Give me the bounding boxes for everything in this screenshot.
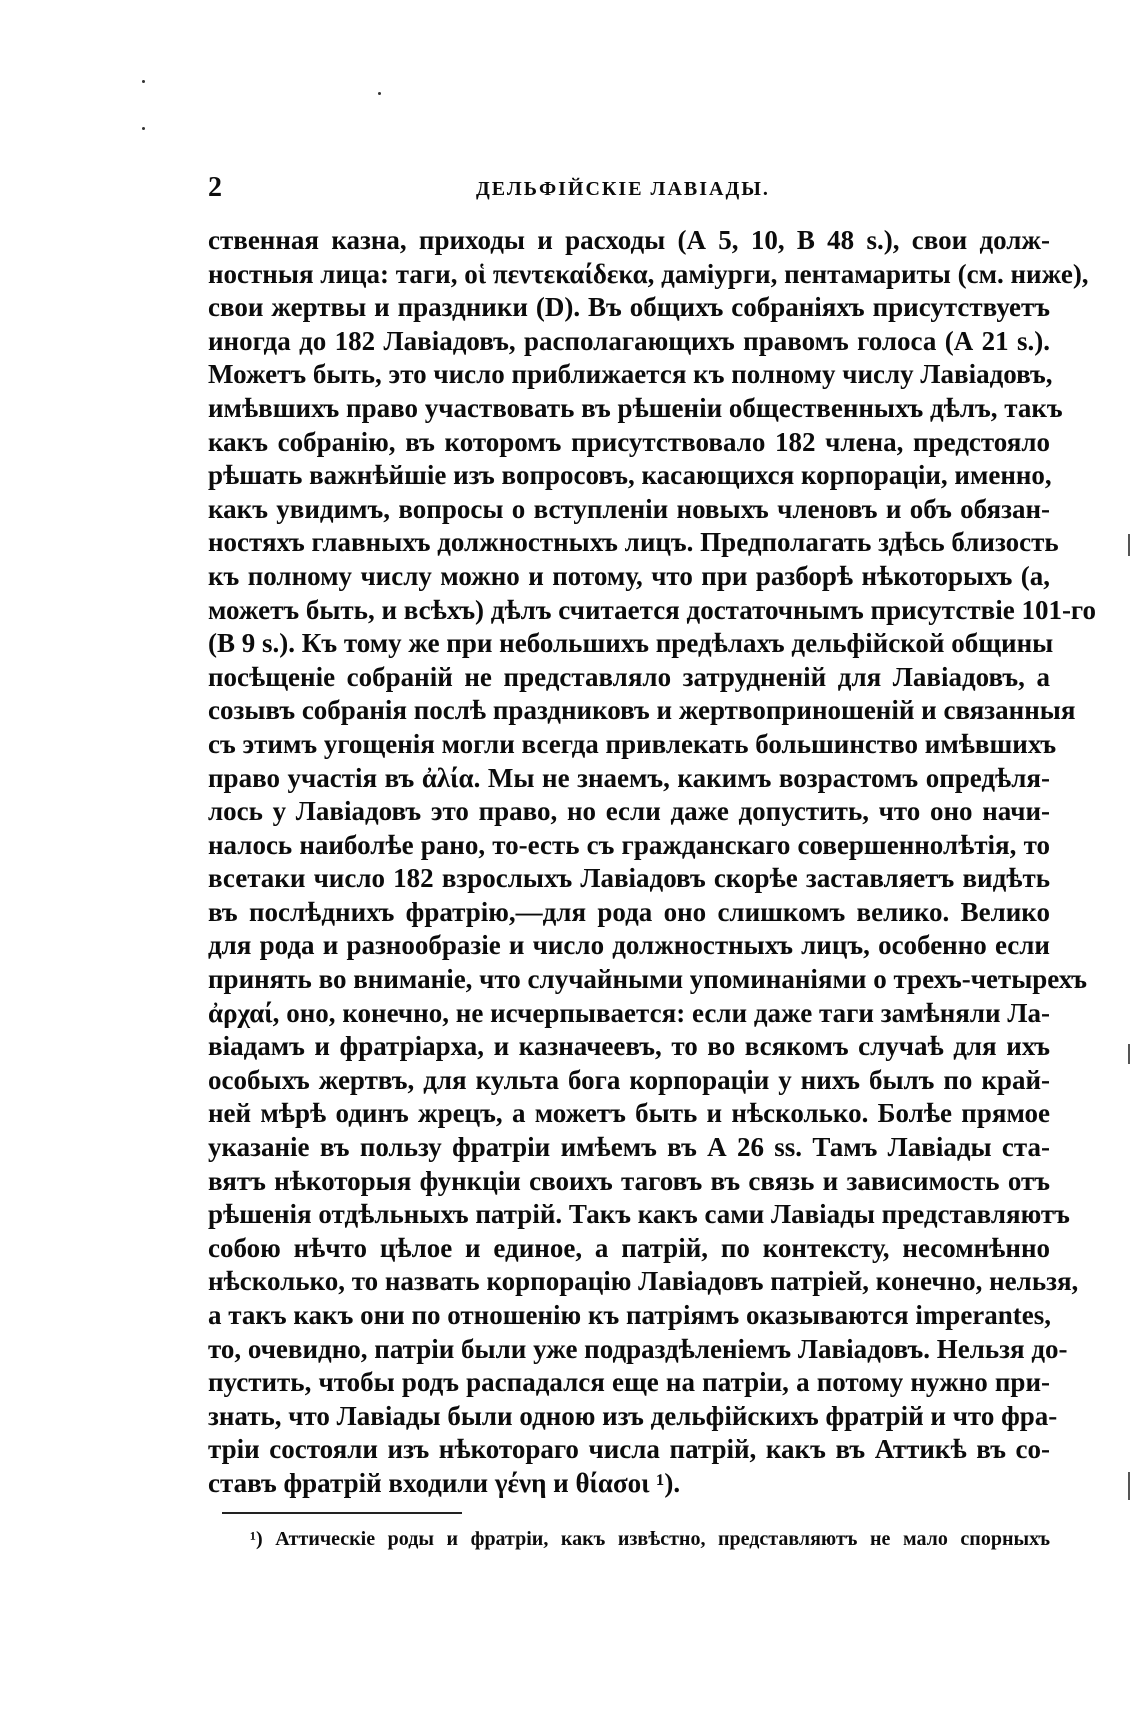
text-line: ностяхъ главныхъ должностныхъ лицъ. Предполагать здѣсь близость [208, 527, 1059, 558]
text-line: собою нѣчто цѣлое и единое, а патрій, по контексту, несомнѣнно [208, 1232, 1050, 1263]
text-line: Можетъ быть, это число приближается къ полному числу Лавіадовъ, [208, 359, 1053, 390]
margin-mark [1128, 1044, 1130, 1064]
text-line: принять во вниманіе, что случайными упоминаніями о трехъ-четырехъ [208, 964, 1087, 995]
text-line: лось у Лавіадовъ это право, но если даже допустить, что оно начи- [208, 796, 1050, 827]
text-line: какъ собранію, въ которомъ присутствовало 182 члена, предстояло [208, 426, 1050, 457]
running-title: ДЕЛЬФІЙСКІЕ ЛАВІАДЫ. [476, 178, 770, 200]
text-line: особыхъ жертвъ, для культа бога корпораціи у нихъ былъ по край- [208, 1064, 1050, 1095]
text-line: рѣшать важнѣйшіе изъ вопросовъ, касающихся корпораціи, именно, [208, 460, 1052, 491]
text-line: ней мѣрѣ одинъ жрецъ, а можетъ быть и нѣсколько. Болѣе прямое [208, 1098, 1050, 1129]
text-line: созывъ собранія послѣ праздниковъ и жертвоприношеній и связанныя [208, 695, 1076, 726]
text-line: можетъ быть, и всѣхъ) дѣлъ считается достаточнымъ присутствіе 101-го [208, 594, 1097, 625]
text-line: ставъ фратрій входили γένη и θίασοι ¹). [208, 1467, 681, 1498]
text-line: какъ увидимъ, вопросы о вступленіи новыхъ членовъ и объ обязан- [208, 493, 1050, 524]
text-line: съ этимъ угощенія могли всегда привлекать большинство имѣвшихъ [208, 728, 1057, 759]
scan-speck [378, 92, 381, 95]
text-line: налось наиболѣе рано, то-есть съ гражданскаго совершеннолѣтія, то [208, 829, 1050, 860]
page-header [208, 172, 1048, 208]
text-line: всетаки число 182 взрослыхъ Лавіадовъ скорѣе заставляетъ видѣть [208, 863, 1050, 894]
footnote: ¹) Аттическіе роды и фратріи, какъ извѣстно, представляютъ не мало спорныхъ [250, 1528, 1050, 1550]
page-number: 2 [208, 172, 222, 203]
text-line: нѣсколько, то назвать корпорацію Лавіадовъ патріей, конечно, нельзя, [208, 1266, 1079, 1297]
text-line: (В 9 s.). Къ тому же при небольшихъ предѣлахъ дельфійской общины [208, 628, 1054, 659]
text-line: въ послѣднихъ фратрію,—для рода оно слишкомъ велико. Велико [208, 896, 1050, 927]
text-line: а такъ какъ они по отношенію къ патріямъ оказываются imperantes, [208, 1300, 1052, 1330]
text-line: иногда до 182 Лавіадовъ, располагающихъ правомъ голоса (А 21 s.). [208, 325, 1050, 356]
text-line: тріи состояли изъ нѣкотораго числа патрій, какъ въ Аттикѣ въ со- [208, 1434, 1050, 1465]
scan-speck [142, 127, 145, 130]
body-text [208, 224, 1097, 1501]
margin-mark [1128, 534, 1130, 556]
text-line: віадамъ и фратріарха, и казначеевъ, то во всякомъ случаѣ для ихъ [208, 1031, 1050, 1062]
text-line: ἀρχαί, оно, конечно, не исчерпывается: если даже таги замѣняли Ла- [208, 997, 1050, 1028]
text-line: ностныя лица: таги, οἱ πεντεκαίδεκα, даміурги, пентамариты (см. ниже), [208, 258, 1089, 289]
text-line: свои жертвы и праздники (D). Въ общихъ собраніяхъ присутствуетъ [208, 292, 1050, 323]
text-line: вятъ нѣкоторыя функціи своихъ таговъ въ связь и зависимость отъ [208, 1165, 1050, 1196]
text-line: право участія въ ἀλία. Мы не знаемъ, какимъ возрастомъ опредѣля- [208, 762, 1050, 793]
footnote-rule [222, 1512, 462, 1514]
margin-mark [1128, 1472, 1130, 1500]
text-line: то, очевидно, патріи были уже подраздѣленіемъ Лавіадовъ. Нельзя до- [208, 1333, 1068, 1364]
scan-speck [142, 80, 145, 83]
text-line: пустить, чтобы родъ распадался еще на патріи, а потому нужно при- [208, 1367, 1050, 1398]
text-line: знать, что Лавіады были одною изъ дельфійскихъ фратрій и что фра- [208, 1400, 1058, 1431]
text-line: ственная казна, приходы и расходы (А 5, 10, В 48 s.), свои долж- [208, 225, 1050, 255]
text-line: посѣщеніе собраній не представляло затрудненій для Лавіадовъ, а [208, 661, 1050, 692]
text-line: имѣвшихъ право участвовать въ рѣшеніи общественныхъ дѣлъ, такъ [208, 392, 1063, 423]
text-line: для рода и разнообразіе и число должностныхъ лицъ, особенно если [208, 930, 1050, 961]
text-line: рѣшенія отдѣльныхъ патрій. Такъ какъ сами Лавіады представляютъ [208, 1199, 1070, 1230]
text-line: къ полному числу можно и потому, что при разборѣ нѣкоторыхъ (а, [208, 560, 1050, 591]
text-line: указаніе въ пользу фратріи имѣемъ въ А 26 ss. Тамъ Лавіады ста- [208, 1132, 1050, 1163]
